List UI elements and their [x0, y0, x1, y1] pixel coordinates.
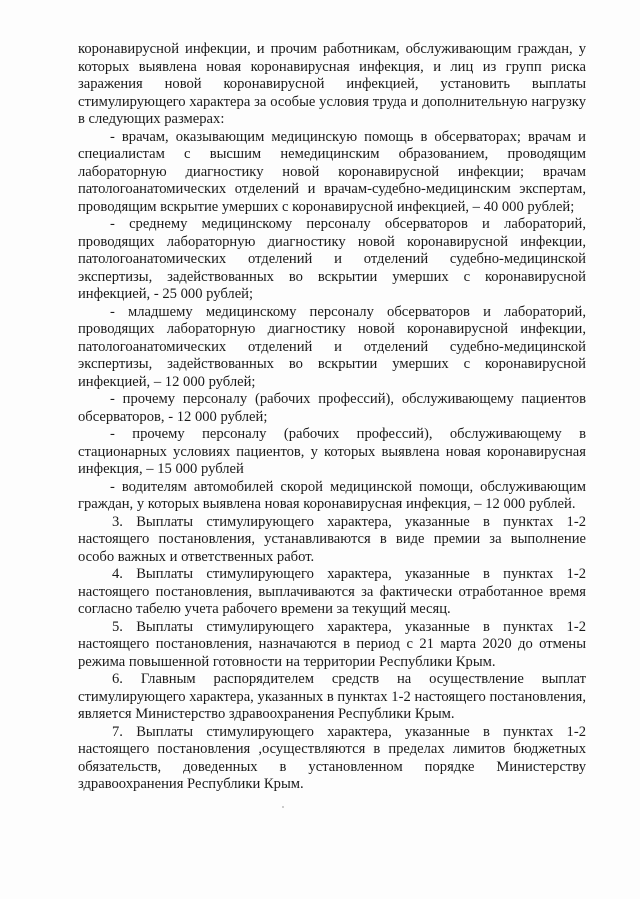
clause-paragraph: 5. Выплаты стимулирующего характера, указанные в пунктах 1-2 настоящего постановления, назначаются в период с 21 марта 2020 до отмены режима повышенной готовности на территории Республики Крым.	[78, 618, 586, 670]
clause-paragraph: 7. Выплаты стимулирующего характера, указанные в пунктах 1-2 настоящего постановления ,осуществляются в пределах лимитов бюджетных обязательств, доведенных в установленном порядке Министерству здравоохранения Республики Крым.	[78, 723, 586, 792]
scan-speck	[282, 806, 284, 808]
list-item: - водителям автомобилей скорой медицинской помощи, обслуживающим граждан, у которых выявлена новая коронавирусная инфекция, – 12 000 рублей.	[78, 478, 586, 512]
clause-paragraph: 6. Главным распорядителем средств на осуществление выплат стимулирующего характера, указанных в пунктах 1-2 настоящего постановления, является Министерство здравоохранения Республики Крым.	[78, 671, 586, 722]
list-item: - среднему медицинскому персоналу обсерваторов и лабораторий, проводящих лабораторную диагностику новой коронавирусной инфекции, патологоанатомических отделений и отделений судебно-медицинской экспертизы, задействованных во вскрытии умерших с коронавирусной инфекцией, - 25 000 рублей;	[78, 216, 586, 302]
intro-paragraph: коронавирусной инфекции, и прочим работникам, обслуживающим граждан, у которых выявлена новая коронавирусная инфекция, и лиц из групп риска заражения новой коронавирусной инфекцией, установить выплаты стимулирующего характера за особые условия труда и дополнительную нагрузку в следующих размерах:	[78, 41, 586, 127]
list-item: - прочему персоналу (рабочих профессий), обслуживающему в стационарных условиях пациентов, у которых выявлена новая коронавирусная инфекция, – 15 000 рублей	[78, 426, 586, 477]
list-item: - врачам, оказывающим медицинскую помощь в обсерваторах; врачам и специалистам с высшим немедицинским образованием, проводящим лабораторную диагностику новой коронавирусной инфекции; врачам патологоанатомических отделений и врачам-судебно-медицинским экспертам, проводящим вскрытие умерших с коронавирусной инфекцией, – 40 000 рублей;	[78, 128, 586, 215]
list-item: - младшему медицинскому персоналу обсерваторов и лабораторий, проводящих лабораторную диагностику новой коронавирусной инфекции, патологоанатомических отделений и отделений судебно-медицинской экспертизы, задействованных во вскрытии умерших с коронавирусной инфекцией, – 12 000 рублей;	[78, 303, 586, 390]
clause-paragraph: 4. Выплаты стимулирующего характера, указанные в пунктах 1-2 настоящего постановления, выплачиваются за фактически отработанное время согласно табелю учета рабочего времени за текущий месяц.	[78, 566, 586, 617]
clause-paragraph: 3. Выплаты стимулирующего характера, указанные в пунктах 1-2 настоящего постановления, устанавливаются в виде премии за выполнение особо важных и ответственных работ.	[78, 513, 586, 565]
document-body	[78, 41, 586, 794]
list-item: - прочему персоналу (рабочих профессий), обслуживающему пациентов обсерваторов, - 12 000 рублей;	[78, 391, 586, 425]
